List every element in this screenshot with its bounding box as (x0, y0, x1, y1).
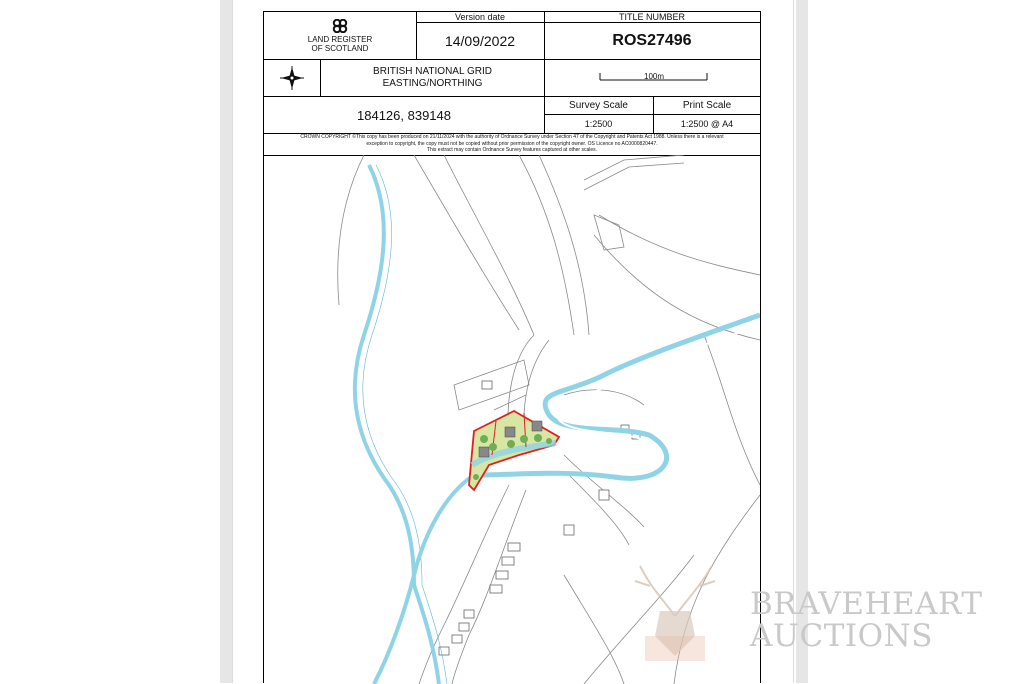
left-margin-bar (220, 0, 232, 683)
survey-scale-value: 1:2500 (584, 119, 613, 129)
version-date-label: Version date (454, 12, 506, 22)
land-register-logo (264, 12, 416, 59)
compass-icon (279, 65, 305, 91)
plot-boundary (469, 411, 559, 490)
scale-bar (544, 60, 760, 96)
logo-text-line1: LAND REGISTER (307, 34, 373, 44)
print-scale-value: 1:2500 @ A4 (680, 119, 734, 129)
survey-scale-label: Survey Scale (569, 100, 628, 111)
logo-text-line2: OF SCOTLAND (311, 43, 369, 53)
grid-line1: BRITISH NATIONAL GRID (373, 66, 492, 77)
watermark-line1: BRAVEHEART (750, 586, 983, 622)
title-number-label: TITLE NUMBER (618, 12, 685, 22)
print-scale-label: Print Scale (682, 100, 732, 111)
copyright-line2: exception to copyright, the copy must not be copied without prior permission of the copyright owner. OS Licence no AC0000820447. (366, 140, 658, 147)
grid-reference (321, 60, 544, 96)
copyright-line1: CROWN COPYRIGHT ©This copy has been produced on 21/11/2024 with the authority of Ordnance Survey under Section 47 of the Copyright and Patents Act 1988. Unless there is a relevant (300, 134, 724, 140)
thistle-logo-icon (332, 19, 348, 33)
river-lower (374, 475, 474, 684)
north-arrow (264, 60, 320, 96)
title-number-value: ROS27496 (612, 32, 692, 49)
scale-bar-label: 100m (644, 72, 665, 81)
grid-line2: EASTING/NORTHING (382, 78, 483, 89)
copyright-notice (266, 134, 758, 155)
coordinates: 184126, 839148 (357, 107, 451, 123)
version-date-value: 14/09/2022 (444, 33, 516, 49)
watermark-line2: AUCTIONS (750, 618, 933, 654)
stag-logo-icon (600, 556, 750, 666)
braveheart-watermark (600, 556, 1020, 666)
copyright-line3: This extract may contain Ordnance Survey features captured at other scales. (426, 147, 598, 153)
